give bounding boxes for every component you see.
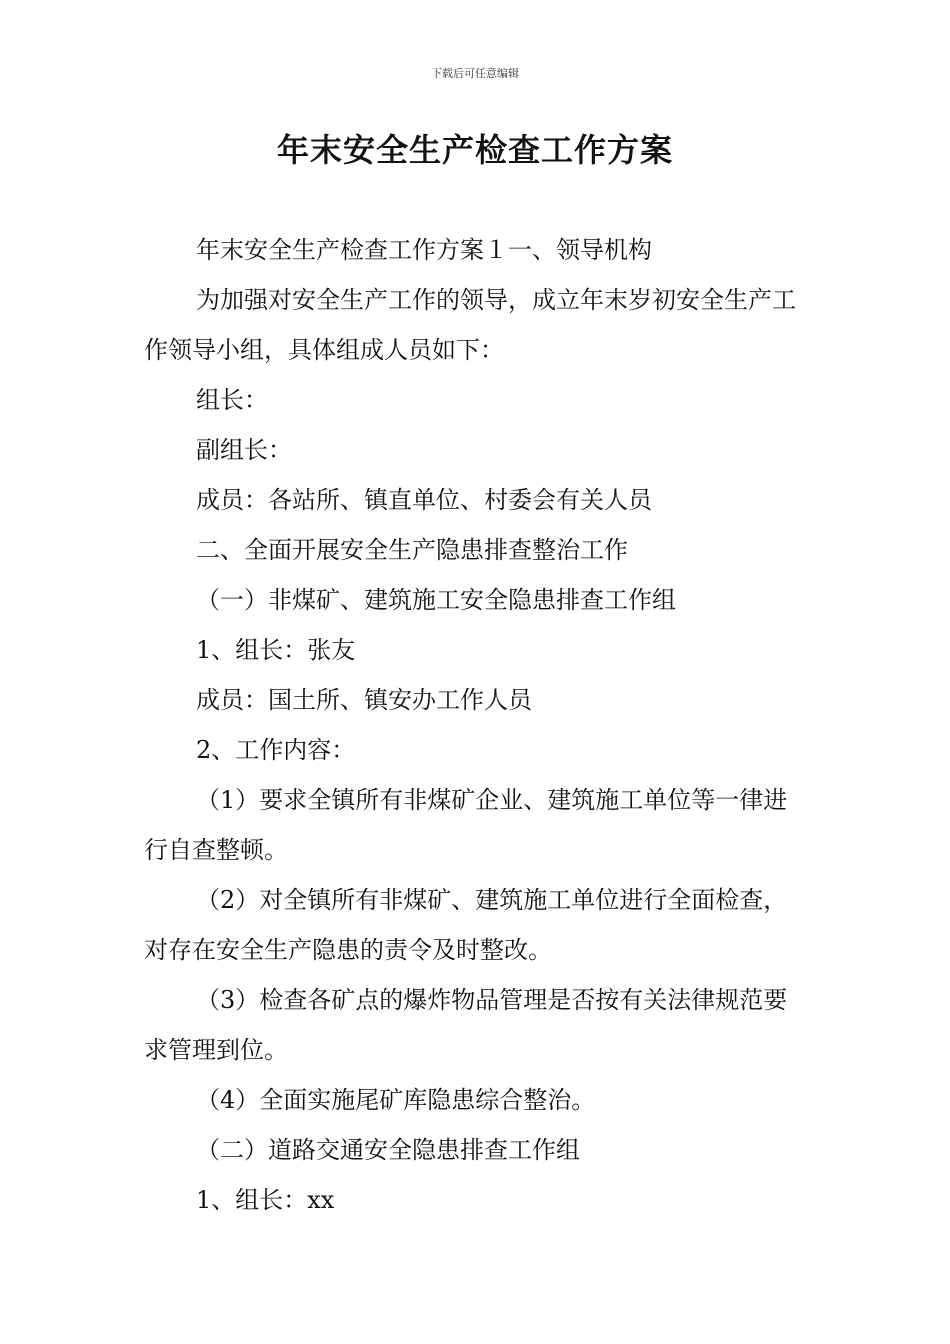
paragraph: 成员：各站所、镇直单位、村委会有关人员 bbox=[196, 486, 652, 514]
paragraph: 2、工作内容： bbox=[196, 736, 356, 764]
paragraph: 二、全面开展安全生产隐患排查整治工作 bbox=[196, 536, 628, 564]
paragraph: 年末安全生产检查工作方案１一、领导机构 bbox=[196, 236, 652, 264]
paragraph: （4）全面实施尾矿库隐患综合整治。 bbox=[196, 1086, 596, 1114]
paragraph: （二）道路交通安全隐患排查工作组 bbox=[196, 1136, 580, 1164]
paragraph: （一）非煤矿、建筑施工安全隐患排查工作组 bbox=[196, 586, 676, 614]
paragraph: 1、组长：张友 bbox=[196, 636, 356, 664]
paragraph: 成员：国土所、镇安办工作人员 bbox=[196, 686, 532, 714]
document-body bbox=[144, 225, 808, 1225]
paragraph: （3）检查各矿点的爆炸物品管理是否按有关法律规范要求管理到位。 bbox=[144, 986, 788, 1064]
paragraph: （2）对全镇所有非煤矿、建筑施工单位进行全面检查，对存在安全生产隐患的责令及时整改。 bbox=[144, 886, 788, 964]
paragraph: 组长： bbox=[196, 386, 268, 414]
header-note: 下载后可任意编辑 bbox=[431, 67, 519, 80]
paragraph: 为加强对安全生产工作的领导，成立年末岁初安全生产工作领导小组，具体组成人员如下： bbox=[144, 286, 796, 364]
paragraph: 副组长： bbox=[196, 436, 292, 464]
paragraph: 1、组长：xx bbox=[196, 1186, 335, 1214]
paragraph: （1）要求全镇所有非煤矿企业、建筑施工单位等一律进行自查整顿。 bbox=[144, 786, 788, 864]
document-title: 年末安全生产检查工作方案 bbox=[276, 131, 673, 169]
